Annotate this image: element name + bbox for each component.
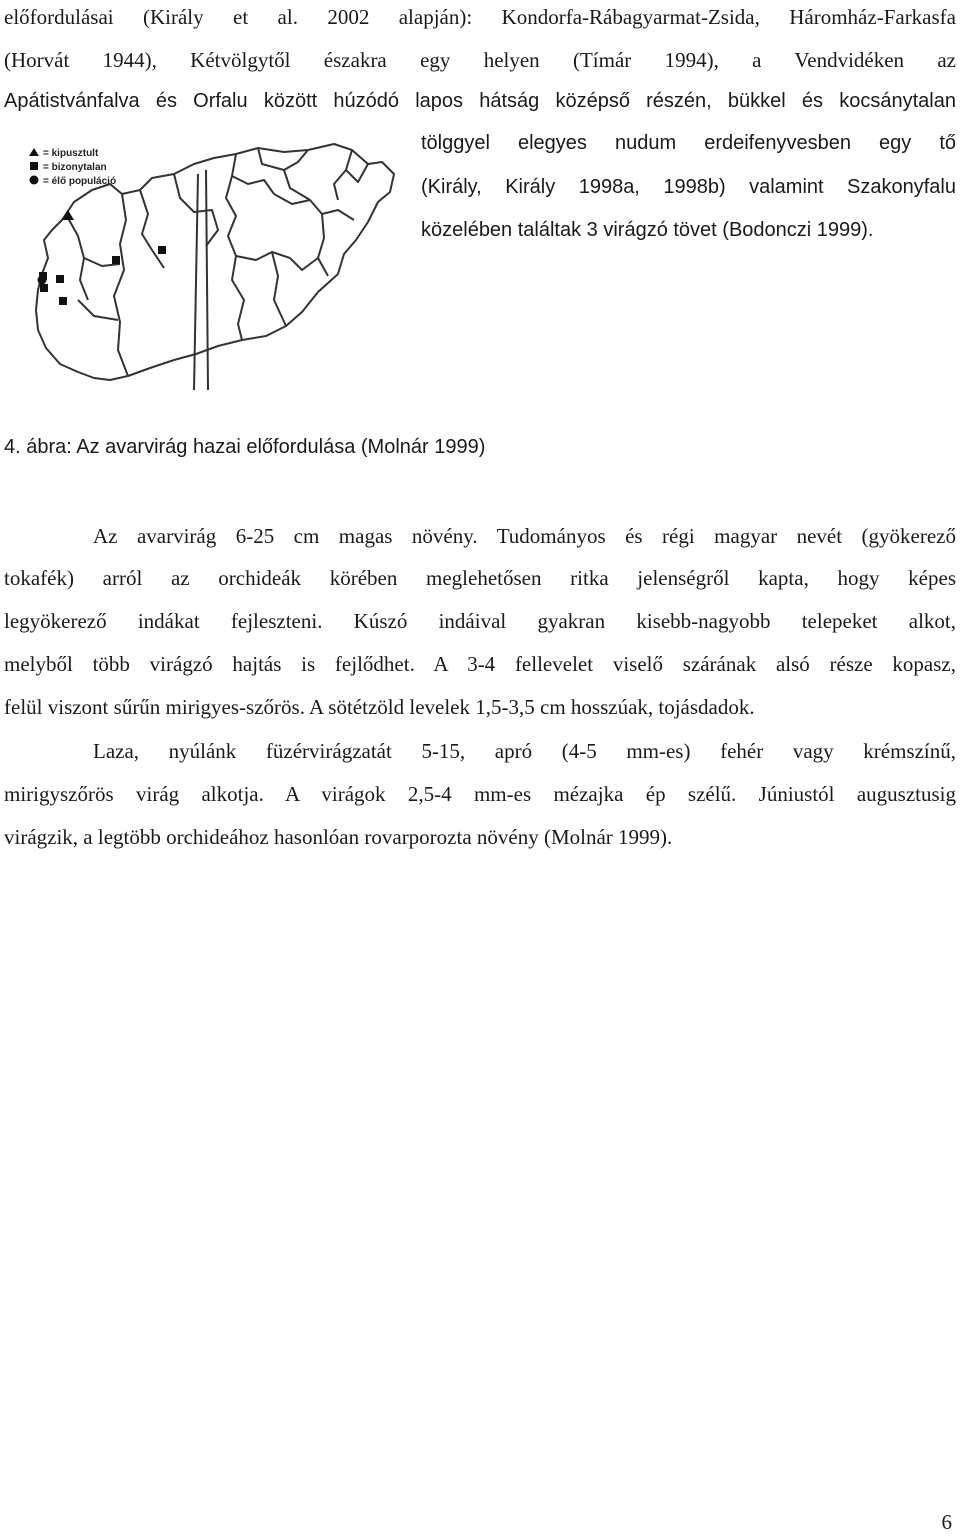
paragraph-1-line-4: tölggyel elegyes nudum erdeifenyvesben egy tő (421, 132, 956, 154)
marker-uncertain (59, 297, 67, 305)
marker-living (38, 276, 47, 285)
paragraph-2-line-2: tokafék) arról az orchideák körében meglehetősen ritka jelenségről kapta, hogy képes (4, 566, 956, 590)
marker-uncertain (40, 284, 48, 292)
paragraph-1-line-5: (Király, Király 1998a, 1998b) valamint Szakonyfalu (421, 176, 956, 198)
paragraph-2-line-1: Az avarvirág 6-25 cm magas növény. Tudományos és régi magyar nevét (gyökerező (93, 524, 956, 548)
paragraph-1-line-6: közelében találtak 3 virágzó tövet (Bodonczi 1999). (421, 219, 874, 241)
legend-extinct: = kipusztult (43, 148, 99, 159)
distribution-map (22, 140, 412, 390)
marker-uncertain (56, 275, 64, 283)
paragraph-2-line-5: felül viszont sűrűn mirigyes-szőrös. A sötétzöld levelek 1,5-3,5 cm hosszúak, tojásdadok. (4, 695, 755, 719)
paragraph-3-line-3: virágzik, a legtöbb orchideához hasonlóan rovarporozta növény (Molnár 1999). (4, 825, 673, 849)
marker-uncertain (112, 256, 120, 264)
paragraph-3-line-1: Laza, nyúlánk füzérvirágzatát 5-15, apró (4-5 mm-es) fehér vagy krémszínű, (93, 739, 956, 763)
figure-caption: 4. ábra: Az avarvirág hazai előfordulása (Molnár 1999) (4, 436, 486, 458)
legend-living: = élő populáció (43, 176, 117, 187)
paragraph-1-line-1: előfordulásai (Király et al. 2002 alapján): Kondorfa-Rábagyarmat-Zsida, Háromház-Farkasfa (4, 5, 956, 29)
paragraph-2-line-4: melyből több virágzó hajtás is fejlődhet. A 3-4 fellevelet viselő szárának alsó része kopasz, (4, 652, 956, 676)
map-legend (29, 148, 116, 187)
paragraph-2-line-3: legyökerező indákat fejleszteni. Kúszó indáival gyakran kisebb-nagyobb telepeket alkot, (4, 609, 956, 633)
marker-uncertain (158, 246, 166, 254)
paragraph-1-line-3: Apátistvánfalva és Orfalu között húzódó lapos hátság középső részén, bükkel és kocsánytalan (4, 90, 956, 112)
legend-uncertain: = bizonytalan (43, 162, 107, 173)
page-number: 6 (941, 1510, 952, 1534)
paragraph-1-line-2: (Horvát 1944), Kétvölgytől északra egy helyen (Tímár 1994), a Vendvidéken az (4, 48, 956, 72)
legend-triangle-icon (29, 148, 39, 156)
paragraph-3-line-2: mirigyszőrös virág alkotja. A virágok 2,5-4 mm-es mézajka ép szélű. Júniustól augusztusig (4, 782, 956, 806)
legend-circle-icon (30, 176, 39, 185)
legend-square-icon (30, 162, 38, 170)
marker-extinct (62, 210, 74, 220)
